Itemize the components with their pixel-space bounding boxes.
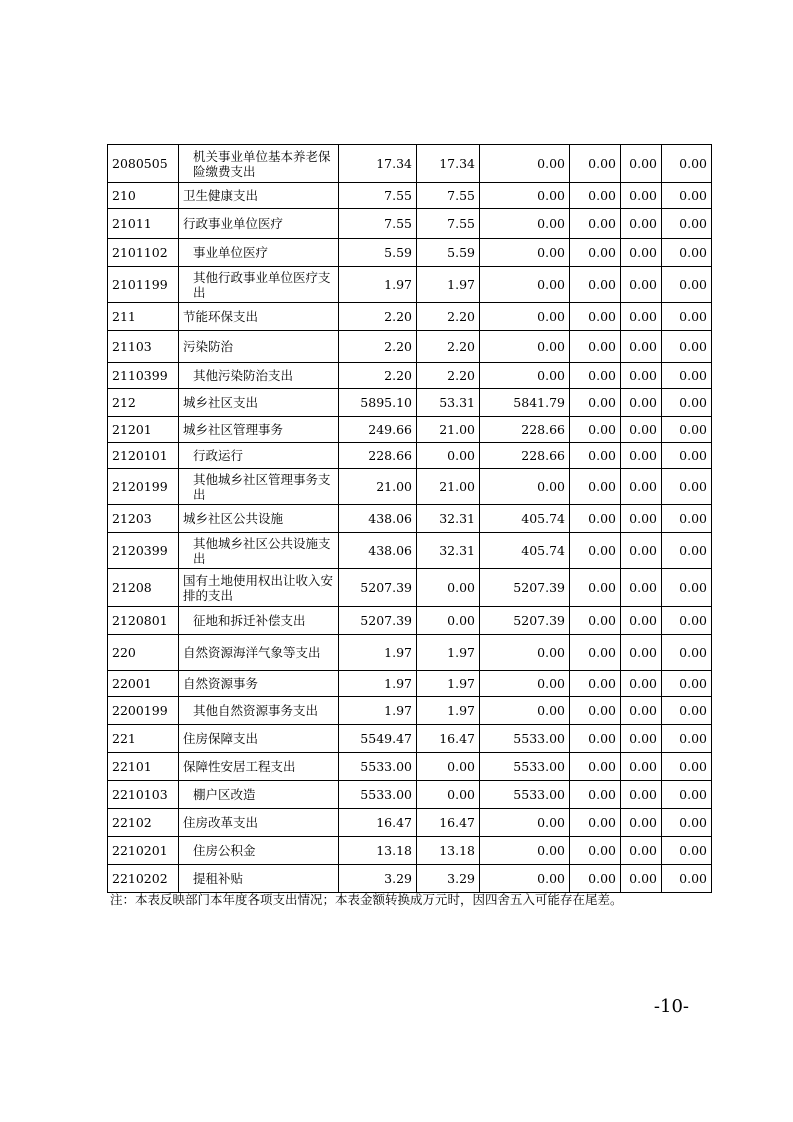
cell-amount: 0.00 [570, 865, 621, 893]
cell-amount: 0.00 [621, 671, 662, 697]
cell-amount: 17.34 [417, 145, 480, 183]
cell-name: 住房保障支出 [179, 725, 339, 753]
cell-amount: 3.29 [339, 865, 417, 893]
cell-amount: 0.00 [621, 533, 662, 569]
cell-amount: 32.31 [417, 505, 480, 533]
cell-amount: 53.31 [417, 389, 480, 417]
table-row [108, 505, 712, 533]
cell-amount: 0.00 [570, 837, 621, 865]
table-row [108, 469, 712, 505]
table-row [108, 183, 712, 209]
cell-amount: 0.00 [662, 363, 712, 389]
table-row [108, 865, 712, 893]
cell-name: 污染防治 [179, 331, 339, 363]
cell-amount: 228.66 [480, 417, 570, 443]
table-row [108, 417, 712, 443]
cell-amount: 2.20 [417, 331, 480, 363]
cell-amount: 1.97 [417, 267, 480, 303]
cell-amount: 0.00 [417, 753, 480, 781]
table-row [108, 145, 712, 183]
cell-amount: 0.00 [570, 725, 621, 753]
table-row [108, 809, 712, 837]
cell-amount: 0.00 [570, 753, 621, 781]
table-row [108, 533, 712, 569]
cell-amount: 0.00 [662, 389, 712, 417]
cell-amount: 13.18 [417, 837, 480, 865]
cell-amount: 0.00 [570, 505, 621, 533]
cell-code: 2120801 [108, 607, 179, 635]
cell-amount: 0.00 [662, 569, 712, 607]
cell-amount: 0.00 [480, 145, 570, 183]
cell-amount: 0.00 [662, 781, 712, 809]
cell-code: 21203 [108, 505, 179, 533]
cell-amount: 5533.00 [480, 725, 570, 753]
cell-amount: 5533.00 [339, 753, 417, 781]
cell-amount: 17.34 [339, 145, 417, 183]
cell-amount: 2.20 [339, 331, 417, 363]
cell-amount: 2.20 [339, 363, 417, 389]
cell-name: 城乡社区公共设施 [179, 505, 339, 533]
cell-amount: 0.00 [662, 469, 712, 505]
table-row [108, 671, 712, 697]
cell-code: 2120399 [108, 533, 179, 569]
cell-amount: 0.00 [570, 267, 621, 303]
cell-amount: 405.74 [480, 533, 570, 569]
cell-amount: 0.00 [621, 145, 662, 183]
cell-amount: 0.00 [662, 209, 712, 239]
cell-name: 城乡社区管理事务 [179, 417, 339, 443]
cell-amount: 0.00 [480, 865, 570, 893]
cell-amount: 1.97 [417, 671, 480, 697]
cell-amount: 0.00 [480, 209, 570, 239]
cell-amount: 1.97 [417, 697, 480, 725]
cell-amount: 0.00 [570, 635, 621, 671]
cell-code: 22101 [108, 753, 179, 781]
cell-name: 城乡社区支出 [179, 389, 339, 417]
cell-amount: 0.00 [621, 389, 662, 417]
table-row [108, 389, 712, 417]
cell-amount: 0.00 [662, 635, 712, 671]
cell-name: 棚户区改造 [179, 781, 339, 809]
cell-code: 21103 [108, 331, 179, 363]
cell-amount: 405.74 [480, 505, 570, 533]
cell-amount: 0.00 [570, 303, 621, 331]
table-row [108, 753, 712, 781]
cell-code: 2210202 [108, 865, 179, 893]
cell-name: 自然资源事务 [179, 671, 339, 697]
cell-amount: 0.00 [621, 569, 662, 607]
cell-amount: 0.00 [570, 443, 621, 469]
cell-amount: 0.00 [621, 303, 662, 331]
table-row [108, 209, 712, 239]
cell-name: 其他城乡社区公共设施支出 [179, 533, 339, 569]
cell-code: 210 [108, 183, 179, 209]
cell-amount: 2.20 [417, 363, 480, 389]
cell-name: 保障性安居工程支出 [179, 753, 339, 781]
cell-code: 2101102 [108, 239, 179, 267]
cell-amount: 13.18 [339, 837, 417, 865]
cell-amount: 5533.00 [339, 781, 417, 809]
table-note: 注：本表反映部门本年度各项支出情况；本表金额转换成万元时，因四舍五入可能存在尾差。 [110, 892, 623, 907]
cell-amount: 0.00 [570, 533, 621, 569]
table-row [108, 781, 712, 809]
cell-amount: 0.00 [621, 363, 662, 389]
table-row [108, 363, 712, 389]
cell-amount: 21.00 [417, 417, 480, 443]
cell-name: 机关事业单位基本养老保险缴费支出 [179, 145, 339, 183]
cell-amount: 0.00 [621, 865, 662, 893]
cell-amount: 3.29 [417, 865, 480, 893]
cell-amount: 0.00 [621, 443, 662, 469]
cell-amount: 5841.79 [480, 389, 570, 417]
cell-amount: 0.00 [662, 183, 712, 209]
cell-code: 211 [108, 303, 179, 331]
cell-code: 22001 [108, 671, 179, 697]
cell-amount: 0.00 [621, 209, 662, 239]
cell-amount: 5533.00 [480, 753, 570, 781]
cell-amount: 0.00 [621, 469, 662, 505]
cell-amount: 0.00 [621, 331, 662, 363]
cell-name: 行政事业单位医疗 [179, 209, 339, 239]
cell-amount: 1.97 [339, 267, 417, 303]
cell-amount: 0.00 [662, 145, 712, 183]
cell-amount: 16.47 [417, 809, 480, 837]
cell-amount: 0.00 [662, 725, 712, 753]
table-row [108, 607, 712, 635]
cell-amount: 21.00 [417, 469, 480, 505]
cell-amount: 0.00 [662, 533, 712, 569]
cell-amount: 0.00 [662, 809, 712, 837]
cell-amount: 0.00 [621, 781, 662, 809]
cell-amount: 0.00 [417, 607, 480, 635]
cell-amount: 16.47 [339, 809, 417, 837]
cell-code: 2080505 [108, 145, 179, 183]
cell-amount: 0.00 [662, 865, 712, 893]
cell-amount: 5.59 [339, 239, 417, 267]
table-row [108, 303, 712, 331]
cell-amount: 2.20 [339, 303, 417, 331]
cell-code: 2200199 [108, 697, 179, 725]
cell-code: 2210201 [108, 837, 179, 865]
cell-amount: 0.00 [621, 725, 662, 753]
cell-amount: 5207.39 [480, 569, 570, 607]
cell-amount: 1.97 [339, 635, 417, 671]
cell-amount: 5207.39 [339, 607, 417, 635]
cell-amount: 0.00 [621, 607, 662, 635]
table-row [108, 725, 712, 753]
cell-amount: 0.00 [662, 303, 712, 331]
cell-amount: 0.00 [570, 697, 621, 725]
cell-name: 卫生健康支出 [179, 183, 339, 209]
cell-amount: 0.00 [621, 753, 662, 781]
cell-amount: 0.00 [570, 671, 621, 697]
cell-code: 22102 [108, 809, 179, 837]
cell-amount: 0.00 [570, 607, 621, 635]
cell-amount: 0.00 [417, 781, 480, 809]
cell-amount: 0.00 [621, 837, 662, 865]
cell-amount: 0.00 [417, 569, 480, 607]
cell-code: 21201 [108, 417, 179, 443]
cell-code: 2110399 [108, 363, 179, 389]
cell-amount: 0.00 [480, 239, 570, 267]
cell-amount: 0.00 [662, 417, 712, 443]
cell-code: 2120199 [108, 469, 179, 505]
cell-amount: 228.66 [480, 443, 570, 469]
cell-amount: 1.97 [339, 697, 417, 725]
cell-amount: 0.00 [621, 505, 662, 533]
cell-amount: 0.00 [570, 569, 621, 607]
cell-amount: 249.66 [339, 417, 417, 443]
cell-amount: 0.00 [662, 239, 712, 267]
cell-name: 节能环保支出 [179, 303, 339, 331]
cell-amount: 0.00 [480, 267, 570, 303]
cell-amount: 0.00 [662, 331, 712, 363]
cell-amount: 0.00 [570, 809, 621, 837]
cell-name: 征地和拆迁补偿支出 [179, 607, 339, 635]
cell-code: 2210103 [108, 781, 179, 809]
cell-amount: 0.00 [480, 809, 570, 837]
cell-name: 国有土地使用权出让收入安排的支出 [179, 569, 339, 607]
cell-amount: 0.00 [570, 239, 621, 267]
cell-amount: 5549.47 [339, 725, 417, 753]
cell-amount: 0.00 [662, 837, 712, 865]
cell-code: 2120101 [108, 443, 179, 469]
cell-name: 事业单位医疗 [179, 239, 339, 267]
cell-amount: 5207.39 [480, 607, 570, 635]
cell-name: 提租补贴 [179, 865, 339, 893]
cell-amount: 7.55 [339, 209, 417, 239]
cell-amount: 0.00 [662, 267, 712, 303]
cell-amount: 1.97 [339, 671, 417, 697]
cell-amount: 7.55 [417, 183, 480, 209]
cell-code: 212 [108, 389, 179, 417]
cell-amount: 0.00 [570, 209, 621, 239]
cell-amount: 0.00 [570, 331, 621, 363]
cell-amount: 0.00 [570, 469, 621, 505]
cell-amount: 0.00 [662, 443, 712, 469]
cell-amount: 0.00 [480, 331, 570, 363]
cell-amount: 0.00 [417, 443, 480, 469]
cell-name: 其他城乡社区管理事务支出 [179, 469, 339, 505]
cell-amount: 21.00 [339, 469, 417, 505]
cell-amount: 5895.10 [339, 389, 417, 417]
cell-amount: 0.00 [480, 671, 570, 697]
cell-amount: 2.20 [417, 303, 480, 331]
cell-amount: 1.97 [417, 635, 480, 671]
table-row [108, 569, 712, 607]
cell-name: 其他行政事业单位医疗支出 [179, 267, 339, 303]
cell-amount: 0.00 [621, 417, 662, 443]
cell-name: 住房公积金 [179, 837, 339, 865]
cell-amount: 0.00 [480, 303, 570, 331]
table-row [108, 635, 712, 671]
cell-amount: 7.55 [339, 183, 417, 209]
cell-code: 2101199 [108, 267, 179, 303]
cell-amount: 0.00 [621, 183, 662, 209]
table-row [108, 331, 712, 363]
table-row [108, 443, 712, 469]
cell-amount: 0.00 [662, 671, 712, 697]
cell-code: 220 [108, 635, 179, 671]
cell-amount: 0.00 [570, 145, 621, 183]
cell-amount: 5.59 [417, 239, 480, 267]
cell-amount: 0.00 [662, 697, 712, 725]
cell-amount: 0.00 [570, 389, 621, 417]
cell-amount: 0.00 [621, 809, 662, 837]
cell-amount: 0.00 [621, 635, 662, 671]
cell-amount: 5533.00 [480, 781, 570, 809]
cell-amount: 0.00 [662, 505, 712, 533]
table-row [108, 837, 712, 865]
cell-amount: 0.00 [662, 753, 712, 781]
cell-amount: 0.00 [621, 267, 662, 303]
cell-code: 221 [108, 725, 179, 753]
cell-amount: 0.00 [480, 469, 570, 505]
cell-amount: 0.00 [480, 183, 570, 209]
cell-name: 行政运行 [179, 443, 339, 469]
cell-amount: 16.47 [417, 725, 480, 753]
table-row [108, 267, 712, 303]
table-row [108, 239, 712, 267]
cell-name: 其他污染防治支出 [179, 363, 339, 389]
cell-amount: 0.00 [621, 697, 662, 725]
cell-name: 住房改革支出 [179, 809, 339, 837]
table-body [108, 145, 712, 893]
cell-amount: 438.06 [339, 505, 417, 533]
page-number: -10- [653, 996, 689, 1017]
cell-amount: 0.00 [570, 363, 621, 389]
cell-name: 其他自然资源事务支出 [179, 697, 339, 725]
cell-amount: 0.00 [621, 239, 662, 267]
cell-amount: 0.00 [570, 417, 621, 443]
cell-name: 自然资源海洋气象等支出 [179, 635, 339, 671]
cell-code: 21208 [108, 569, 179, 607]
cell-amount: 0.00 [480, 697, 570, 725]
cell-amount: 438.06 [339, 533, 417, 569]
cell-amount: 32.31 [417, 533, 480, 569]
cell-amount: 0.00 [570, 781, 621, 809]
cell-amount: 0.00 [480, 837, 570, 865]
cell-amount: 0.00 [480, 363, 570, 389]
cell-code: 21011 [108, 209, 179, 239]
cell-amount: 0.00 [662, 607, 712, 635]
cell-amount: 0.00 [570, 183, 621, 209]
cell-amount: 7.55 [417, 209, 480, 239]
cell-amount: 5207.39 [339, 569, 417, 607]
table-row [108, 697, 712, 725]
cell-amount: 0.00 [480, 635, 570, 671]
cell-amount: 228.66 [339, 443, 417, 469]
expenditure-table [107, 144, 712, 893]
